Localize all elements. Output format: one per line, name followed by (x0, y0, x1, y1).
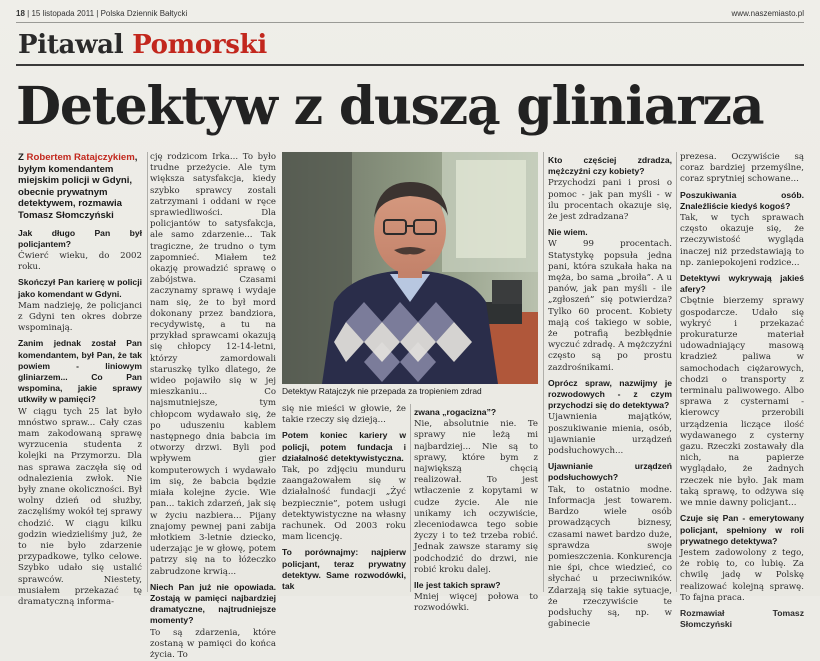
lead: Z Robertem Ratajczykiem, byłym komendantem miejskim policji w Gdyni, obecnie prywatnym detektywem, rozmawia Tomasz Słomczyński (18, 152, 138, 221)
column-divider (543, 152, 544, 592)
photo-caption: Detektyw Ratajczyk nie przepada za tropieniem zdrad (282, 386, 482, 396)
interview-answer: Mam nadzieję, że policjanci z Gdyni ten okres dobrze wspominają. (18, 300, 142, 334)
interview-answer: W 99 procentach. Statystykę popsuła jedna pani, która szukała haka na męża, bo sama „broiła”. A u panów, jak pan myśli - ile „zgłoszeń” się potwierdza? Tylko 60 procent. Kobiety mają coś takiego w sobie, że potrafią bezbłędnie wyczuć zdradę. A mężczyźni często są po prostu zazdrośnikami. (548, 239, 672, 373)
detective-photo (282, 152, 538, 384)
signature: Rozmawiał Tomasz Słomczyński (680, 607, 804, 630)
interview-answer: Ćwierć wieku, do 2002 roku. (18, 250, 142, 273)
interview-question: Ile jest takich spraw? (414, 580, 501, 591)
interview-answer: To są zdarzenia, które zostaną w pamięci do końca życia. To (150, 627, 276, 660)
page-number: 18 (16, 8, 25, 18)
website: www.naszemiasto.pl (731, 8, 804, 18)
interview-question: Jak długo Pan był policjantem? (18, 227, 142, 249)
interview-answer: Jestem zadowolony z tego, że robię to, co lubię. Za chwilę jadę w Polskę realizować kolejną sprawę. To fajna praca. (680, 547, 804, 603)
section-title-part2: Pomorski (132, 30, 267, 60)
interview-question: Ujawnianie urządzeń podsłuchowych? (548, 461, 672, 483)
interview-answer: Mniej więcej połowa to rozwodówki. (414, 592, 538, 614)
publication-name: Polska Dziennik Bałtycki (100, 8, 188, 18)
interview-question: Skończył Pan karierę w policji jako komendant w Gdyni. (18, 277, 142, 299)
interview-question: Niech Pan już nie opowiada. Zostają w pamięci najbardziej dramatyczne, najtrudniejsze momenty? (150, 581, 276, 626)
interview-answer: Nie, absolutnie nie. Te sprawy nie leżą mi najbardziej... Nie są to sprawy, które bym z największą chęcią realizował. To jest wtłaczenie z kopytami w cudze życie. Ale nie unikamy ich oczywiście, zleceniodawca tego sobie życzy i to też trzeba robić. Jednak zawsze staramy się podchodzić do drzwi, nie robić kroku dalej. (414, 419, 538, 575)
interview-answer: się nie mieści w głowie, że takie rzeczy się dzieją... (282, 404, 406, 426)
interview-question: Oprócz spraw, nazwijmy je rozwodowych - z czym przychodzi się do detektywa? (548, 377, 672, 411)
interview-question: Zanim jednak został Pan komendantem, był Pan, że tak powiem - liniowym gliniarzem... Co Pan wspomina, jakie sprawy utkwiły w pamięci? (18, 338, 142, 405)
interview-question: Nie wiem. (548, 227, 588, 238)
column-divider (676, 152, 677, 592)
interview-question: Czuje się Pan - emerytowany policjant, spełniony w roli prywatnego detektywa? (680, 513, 804, 546)
interview-question: Kto częściej zdradza, mężczyźni czy kobiety? (548, 155, 672, 177)
lead-person: Robertem Ratajczykiem (26, 152, 135, 163)
section-title-part1: Pitawal (18, 30, 124, 60)
interview-question: zwana „rogacizna”? (414, 407, 497, 417)
interview-answer: Cbętnie bierzemy sprawy gospodarcze. Udało się wykryć i przekazać prokuraturze materiał udowadniający masową kradzież paliwa w samochodach ciężarowych, chodzi o transporty z terminalu paliwowego. Albo sprawa z cysternami - kierowcy przerobili urządzenia liczące ilość wydawanego z cysterny gazu. Rzeczki zostawały dla nich, na papierze wyglądało, że żadnych rzeczek nie było. Jak mam taką sprawę, to odżywa się we mnie dawny policjant... (680, 296, 804, 509)
folio-left: 18 | 15 listopada 2011 | Polska Dziennik Bałtycki (16, 8, 188, 18)
issue-date: 15 listopada 2011 (31, 8, 95, 18)
article-column-3 (282, 404, 406, 592)
interview-question: To porównajmy: najpierw policjant, teraz prywatny detektyw. Same rozwodówki, tak (282, 547, 406, 592)
interview-answer: Tak, po zdjęciu munduru zaangażowałem się w działalność fundacji „Żyć bezpiecznie”, potem usługi detektywistyczne na własny rachunek. Od 2003 roku mam licencję. (282, 465, 406, 543)
section-title (18, 30, 267, 60)
interview-question: Potem koniec kariery w policji, potem fundacja i działalność detektywistyczna. (282, 430, 406, 463)
article-column-5 (548, 152, 672, 630)
interview-answer: Tak, to ostatnio modne. Informacja jest towarem. Bardzo wiele osób prowadzących biznesy, czasami nawet bardzo duże, sprawdza swoje pomieszczenia. Konkurencja nie śpi, chce wiedzieć, co słychać u przeciwników. Zdarzają się takie sytuacje, że rzeczywiście te podsłuchy są, np. w gabinecie (548, 484, 672, 630)
interview-answer: W ciągu tych 25 lat było mnóstwo spraw... Cały czas mam zakodowaną sprawę wyrzucenia studenta z kolejki na Przymorzu. Dla nas sprawa zaczęła się od odnalezienia zwłok. Nie były znane okoliczności. Był wolny dzień od służby, zaczęliśmy wokół tej sprawy chodzić. W ciągu kilku godzin wiedzieliśmy już, że to nie było zdarzenie przypadkowe, tylko celowe. Szybko udało się ustalić sprawców. Niestety, musiałem przekazać tę dramatyczną informa- (18, 406, 142, 608)
interview-question: Poszukiwania osób. Znaleźliście kiedyś kogoś? (680, 189, 804, 211)
column-divider (147, 152, 148, 592)
interview-answer: Ujawnienia majątków, poszukiwanie mienia, osób, ujawnianie urządzeń podsłuchowych... (548, 412, 672, 457)
section-divider (16, 64, 804, 66)
column-divider (410, 404, 411, 592)
article-column-6 (680, 152, 804, 630)
portrait-illustration (282, 152, 538, 384)
interview-answer: cję rodzicom Irka... To było trudne przeżycie. Ale tym większa satysfakcja, kiedy szybko sprawcy zostali zatrzymani i oddani w ręce sprawiedliwości. Dla policjantów to satysfakcja, ale samo zdarzenie... Tak tragiczne, że trudno o tym zapomnieć. Miałem też okazję prowadzić sprawę o zabójstwa. Czasami zaczynamy sprawę i wydaje nam się, że to był mord dokonany przez bandziora, recydywistę, a tu na przykład sprawcami okazują się chłopcy 12-14-letni, którzy zamordowali staruszkę tylko dlatego, że wideo pojawiło się w jej mieszkaniu... Co najsmutniejsze, tym chłopcom wydawało się, że po uduszeniu kablem następnego dnia babcia im otworzy drzwi. Byli pod wpływem gier komputerowych i wydawało im się, że babcia będzie miała kolejne życie. Wie pan... takich zdarzeń, jak się w życiu nazbiera... Pijany znajomy pewnej pani zabija młotkiem 3-letnie dziecko, uderzając je w głowę, potem patrzy się na to łóżeczko zabrudzone krwią... (150, 152, 276, 577)
article-column-1 (18, 152, 142, 608)
headline: Detektyw z duszą gliniarza (16, 76, 764, 137)
article-column-2 (150, 152, 276, 660)
folio-divider (16, 22, 804, 23)
article-column-4 (414, 404, 538, 614)
interview-answer: Tak, w tych sprawach często okazuje się, że rzeczywistość wygląda inaczej niż przedstawiają to np. zaniepokojeni rodzice... (680, 213, 804, 268)
folio (16, 6, 804, 20)
interview-answer: prezesa. Oczywiście są coraz bardziej przemyślne, coraz sprytniej schowane... (680, 152, 804, 185)
interview-question: Detektywi wykrywają jakieś afery? (680, 273, 804, 295)
interview-answer: Przychodzi pani i prosi o pomoc - jak pan myśli - w ilu procentach okazuje się, że jest zdradzana? (548, 178, 672, 223)
